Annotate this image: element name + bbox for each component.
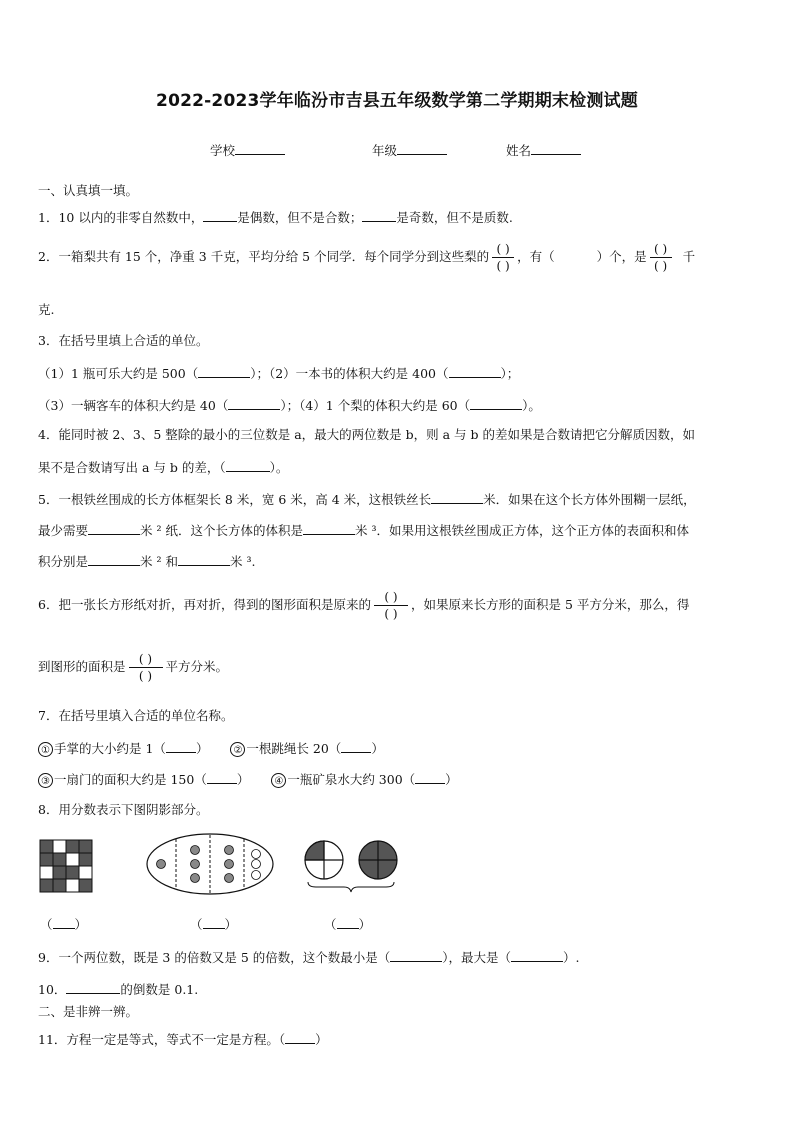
q5-line-3 [38,552,255,570]
frac-numerator: ( ) [654,242,668,256]
q2-continued: 克. [38,302,55,317]
figure-oval-dots [146,833,274,895]
fraction-bar [650,257,672,258]
q5-line-2 [38,521,689,539]
q5-blank-3[interactable] [303,521,355,535]
q5-blank-5[interactable] [178,552,230,566]
open-paren: （ [190,917,203,932]
q5-text-a2: 米．如果在这个长方体外围糊一层纸， [483,492,696,507]
section-2-heading: 二、是非辨一辨。 [38,1004,139,1019]
q8-blank-3[interactable] [337,915,359,929]
close-paren: ） [195,741,209,756]
q4-blank[interactable] [226,458,270,472]
q7-blank-2[interactable] [341,739,371,753]
q8-answer-3 [324,915,371,933]
name-field [506,141,581,159]
q10-text-b: 的倒数是 0.1. [120,982,199,997]
q7-blank-3[interactable] [207,770,237,784]
frac-denominator: ( ) [138,669,153,683]
frac-numerator: ( ) [384,590,398,604]
q10-text-a: 10． [38,982,67,997]
q4-text-b1: 果不是合数请写出 a 与 b 的差，（ [38,460,226,475]
q7-item-3: 一扇门的面积大约是 150（ [54,772,207,787]
q5-blank-4[interactable] [88,552,140,566]
q9-blank-2[interactable] [511,948,563,962]
question-3: 3．在括号里填上合适的单位。 [38,333,209,348]
close-paren: ） [74,917,88,932]
q7-blank-1[interactable] [166,739,196,753]
question-8: 8．用分数表示下图阴影部分。 [38,802,209,817]
name-blank[interactable] [531,141,581,155]
grade-field [372,141,447,159]
q7-line-2 [38,770,458,788]
q3-item-2: ）；（2）一本书的体积大约是 400（ [250,366,449,381]
question-11 [38,1030,328,1048]
school-field [210,141,285,159]
q11-text-a: 11．方程一定是等式，等式不一定是方程。（ [38,1032,286,1047]
frac-numerator: ( ) [496,242,510,256]
q2-text-b: ，有（ [517,249,555,264]
q6-line-2 [38,652,228,683]
q3-item-3: （3）一辆客车的体积大约是 40（ [38,398,229,413]
circled-4-icon: ④ [271,773,286,788]
frac-denominator: ( ) [654,259,668,273]
q5-text-c1: 积分别是 [38,554,89,569]
figure-grid [40,840,92,892]
q7-item-1: 手掌的大小约是 1（ [54,741,166,756]
circled-2-icon: ② [230,742,245,757]
close-paren: ） [358,917,372,932]
q2-text-d: 千 [682,249,696,264]
q8-answer-1 [40,915,87,933]
q8-answer-2 [190,915,237,933]
q7-item-4: 一瓶矿泉水大约 300（ [287,772,416,787]
q1-text-c: 是奇数，但不是质数. [396,210,513,225]
frac-numerator: ( ) [138,652,153,666]
frac-denominator: ( ) [496,259,510,273]
q9-text-a: 9．一个两位数，既是 3 的倍数又是 5 的倍数，这个数最小是（ [38,950,391,965]
close-paren: ） [445,772,458,787]
q10-blank[interactable] [66,980,120,994]
name-label: 姓名 [506,143,532,158]
question-2 [38,242,695,273]
q6-text-b2: 平方分米。 [165,659,229,674]
q3-item-end: ）； [500,366,520,381]
q6-fraction-2[interactable] [129,652,163,683]
q5-blank-1[interactable] [431,490,483,504]
question-6 [38,590,689,621]
question-1 [38,208,513,226]
q2-text-a: 2．一箱梨共有 15 个，净重 3 千克，平均分给 5 个同学．每个同学分到这些梨的 [38,249,490,264]
q6-text-a2: ，如果原来长方形的面积是 5 平方分米，那么，得 [410,597,690,612]
open-paren: （ [40,917,53,932]
q6-text-a1: 6．把一张长方形纸对折，再对折，得到的图形面积是原来的 [38,597,371,612]
q2-fraction-2[interactable] [650,242,672,273]
q4-text-b2: ）。 [269,460,289,475]
q3-line-1 [38,364,519,382]
q9-text-c: ）. [563,950,580,965]
q3-line-2 [38,396,541,414]
q5-blank-2[interactable] [88,521,140,535]
close-paren: ） [236,772,250,787]
q6-fraction-1[interactable] [374,590,408,621]
q6-text-b1: 到图形的面积是 [38,659,126,674]
q3-blank-3[interactable] [228,396,280,410]
q5-text-b2: 米 ² 纸．这个长方体的体积是 [140,523,303,538]
question-7: 7．在括号里填入合适的单位名称。 [38,708,234,723]
fraction-bar [492,257,514,258]
q7-line-1 [38,739,384,757]
fraction-bar [374,605,408,606]
q1-blank-1[interactable] [203,208,237,222]
q3-blank-2[interactable] [449,364,501,378]
q1-text-b: 是偶数，但不是合数； [237,210,363,225]
q5-text-b1: 最少需要 [38,523,89,538]
q5-text-c2: 米 ² 和 [140,554,178,569]
q2-fraction-1[interactable] [492,242,514,273]
fraction-bar [129,667,163,668]
question-5 [38,490,696,508]
page-title: 2022-2023学年临汾市吉县五年级数学第二学期期末检测试题 [156,91,638,111]
grade-blank[interactable] [397,141,447,155]
q3-item-1: （1）1 瓶可乐大约是 500（ [38,366,199,381]
q11-text-b: ） [315,1032,328,1047]
q9-blank-1[interactable] [390,948,442,962]
q11-blank[interactable] [285,1030,315,1044]
q3-item-end-2: ）。 [522,398,541,413]
circled-3-icon: ③ [38,773,53,788]
q7-blank-4[interactable] [415,770,445,784]
q9-text-b: ），最大是（ [442,950,512,965]
question-10 [38,980,198,998]
school-blank[interactable] [235,141,285,155]
question-9 [38,948,580,966]
grade-label: 年级 [372,143,398,158]
q7-item-2: 一根跳绳长 20（ [246,741,342,756]
section-1-heading: 一、认真填一填。 [38,183,139,198]
open-paren: （ [324,917,337,932]
circled-1-icon: ① [38,742,53,757]
figure-circles [304,840,400,896]
q8-blank-1[interactable] [53,915,75,929]
q3-blank-4[interactable] [470,396,522,410]
question-4: 4．能同时被 2、3、5 整除的最小的三位数是 a，最大的两位数是 b，则 a 与 b 的差如果是合数请把它分解质因数，如 [38,427,696,442]
frac-denominator: ( ) [384,607,398,621]
q1-text-a: 1．10 以内的非零自然数中， [38,210,204,225]
q5-text-a1: 5．一根铁丝围成的长方体框架长 8 米，宽 6 米，高 4 米，这根铁丝长 [38,492,432,507]
q5-text-c3: 米 ³. [229,554,256,569]
close-paren: ） [224,917,238,932]
q8-blank-2[interactable] [203,915,225,929]
q3-item-4: ）；（4）1 个梨的体积大约是 60（ [280,398,471,413]
q4-line-2 [38,458,288,476]
q3-blank-1[interactable] [198,364,250,378]
q5-text-b3: 米 ³．如果用这根铁丝围成正方体，这个正方体的表面积和体 [354,523,689,538]
close-paren: ） [371,741,384,756]
q2-text-c: ）个，是 [596,249,647,264]
q1-blank-2[interactable] [362,208,396,222]
school-label: 学校 [210,143,236,158]
